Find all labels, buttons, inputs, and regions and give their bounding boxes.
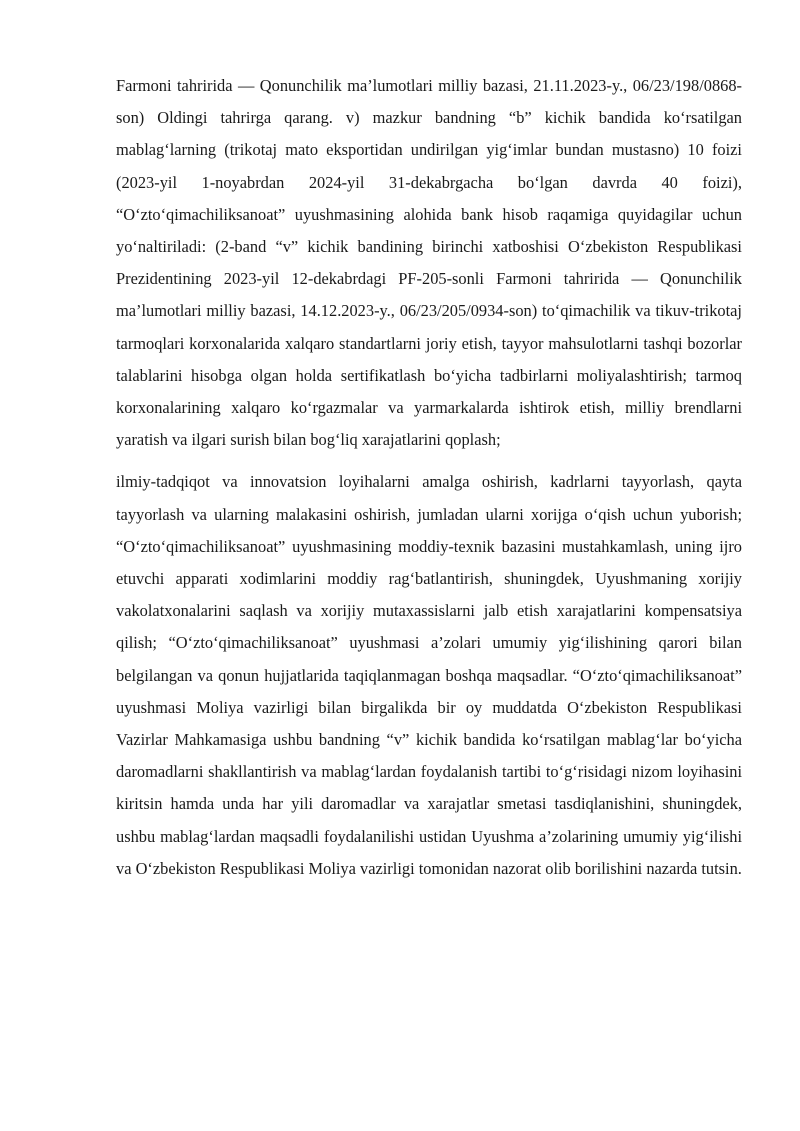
paragraph-2: ilmiy-tadqiqot va innovatsion loyihalarni amalga oshirish, kadrlarni tayyorlash, qayta tayyorlash va ularning malakasini oshirish, jumladan ularni xorijga oʻqish uchun yuborish; “Oʻztoʻqimachiliksanoat” uyushmasining moddiy-texnik bazasini mustahkamlash, uning ijro etuvchi apparati xodimlarini moddiy ragʻbatlantirish, shuningdek, Uyushmaning xorijiy vakolatxonalarini saqlash va xorijiy mutaxassislarni jalb etish xarajatlarini kompensatsiya qilish; “Oʻztoʻqimachiliksanoat” uyushmasi a’zolari umumiy yigʻilishining qarori bilan belgilangan va qonun hujjatlarida taqiqlanmagan boshqa maqsadlar. “Oʻztoʻqimachiliksanoat” uyushmasi Moliya vazirligi bilan birgalikda bir oy muddatda Oʻzbekiston Respublikasi Vazirlar Mahkamasiga ushbu bandning “v” kichik bandida koʻrsatilgan mablagʻlar boʻyicha daromadlarni shakllantirish va mablagʻlardan foydalanish tartibi toʻgʻrisidagi nizom loyihasini kiritsin hamda unda har yili daromadlar va xarajatlar smetasi tasdiqlanishini, shuningdek, ushbu mablagʻlardan maqsadli foydalanilishi ustidan Uyushma a’zolarining umumiy yigʻilishi va Oʻzbekiston Respublikasi Moliya vazirligi tomonidan nazorat olib borilishini nazarda tutsin. bbox=[116, 472, 742, 878]
document-body bbox=[116, 70, 742, 885]
paragraph-1: Farmoni tahririda — Qonunchilik ma’lumotlari milliy bazasi, 21.11.2023-y., 06/23/198/0868-son) Oldingi tahrirga qarang. v) mazkur bandning “b” kichik bandida koʻrsatilgan mablagʻlarning (trikotaj mato eksportidan undirilgan yigʻimlar bundan mustasno) 10 foizi (2023-yil 1-noyabrdan 2024-yil 31-dekabrgacha boʻlgan davrda 40 foizi), “Oʻztoʻqimachiliksanoat” uyushmasining alohida bank hisob raqamiga quyidagilar uchun yoʻnaltiriladi: (2-band “v” kichik bandining birinchi xatboshisi Oʻzbekiston Respublikasi Prezidentining 2023-yil 12-dekabrdagi PF-205-sonli Farmoni tahririda — Qonunchilik ma’lumotlari milliy bazasi, 14.12.2023-y., 06/23/205/0934-son) toʻqimachilik va tikuv-trikotaj tarmoqlari korxonalarida xalqaro standartlarni joriy etish, tayyor mahsulotlarni tashqi bozorlar talablarini hisobga olgan holda sertifikatlash boʻyicha tadbirlarni moliyalashtirish; tarmoq korxonalarining xalqaro koʻrgazmalar va yarmarkalarda ishtirok etish, milliy brendlarni yaratish va ilgari surish bilan bogʻliq xarajatlarini qoplash; bbox=[116, 76, 742, 450]
